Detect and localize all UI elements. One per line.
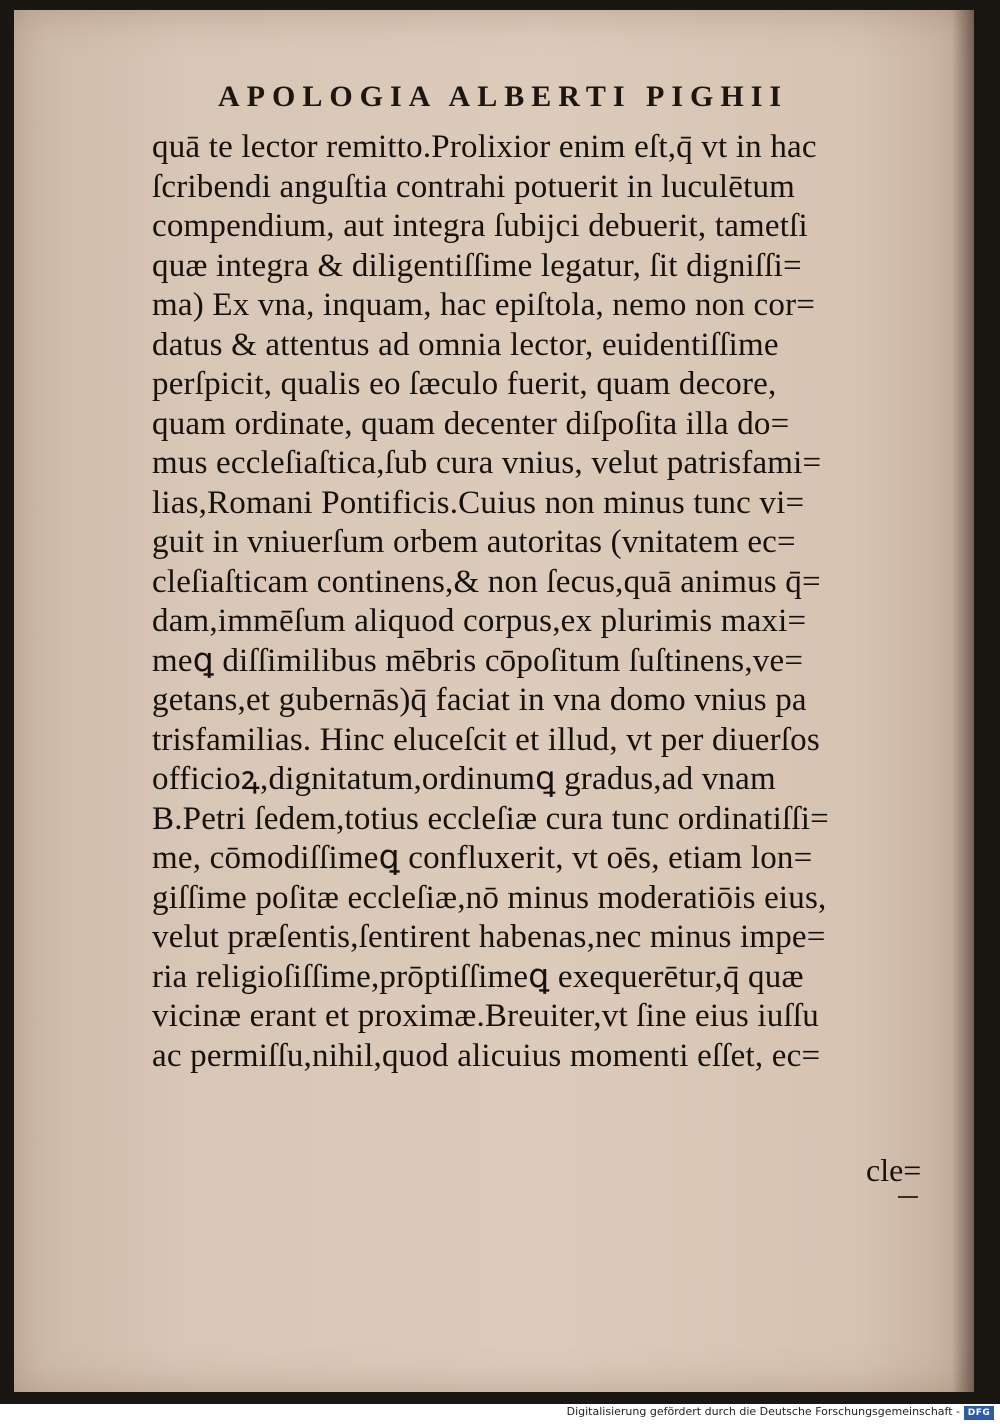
text-line: dam,immēſum aliquod corpus,ex plurimis maxi= xyxy=(152,603,807,639)
catchword-underline xyxy=(898,1196,918,1198)
text-line: ſcribendi anguſtia contrahi potuerit in luculētum xyxy=(152,168,796,205)
body-text xyxy=(152,128,932,1076)
text-line: me, cōmodiſſimeꝗ confluxerit, vt oēs, etiam lon= xyxy=(152,840,813,876)
text-line: datus & attentus ad omnia lector, euidentiſſime xyxy=(152,326,779,363)
text-line: quam ordinate, quam decenter diſpoſita illa do= xyxy=(152,405,790,442)
text-line: trisfamilias. Hinc eluceſcit et illud, vt per diuerſos xyxy=(152,721,820,758)
page-spine-shadow xyxy=(952,10,974,1392)
text-line: quā te lector remitto.Prolixior enim eſt,q̄ vt in hac xyxy=(152,129,817,165)
text-line: vicinæ erant et proximæ.Breuiter,vt ſine eius iuſſu xyxy=(152,998,819,1034)
funding-credit: Digitalisierung gefördert durch die Deutsche Forschungsgemeinschaft - xyxy=(566,1405,960,1418)
running-head: APOLOGIA ALBERTI PIGHII xyxy=(218,80,789,113)
text-line: lias,Romani Pontificis.Cuius non minus tunc vi= xyxy=(152,484,805,521)
text-line: ria religioſiſſime,prōptiſſimeꝗ exequerētur,q̄ quæ xyxy=(152,958,804,995)
text-line: ac permiſſu,nihil,quod alicuius momenti eſſet, ec= xyxy=(152,1037,821,1074)
text-line: meꝗ diſſimilibus mēbris cōpoſitum ſuſtinens,ve= xyxy=(152,642,804,679)
text-line: cleſiaſticam continens,& non ſecus,quā animus q̄= xyxy=(152,563,821,600)
text-line: quæ integra & diligentiſſime legatur, ſit digniſſi= xyxy=(152,247,802,284)
text-line: velut præſentis,ſentirent habenas,nec minus impe= xyxy=(152,919,826,955)
text-line: guit in vniuerſum orbem autoritas (vnitatem ec= xyxy=(152,524,796,560)
text-line: compendium, aut integra ſubijci debuerit, tametſi xyxy=(152,208,808,244)
text-line: officioꝝ,dignitatum,ordinumꝗ gradus,ad vnam xyxy=(152,761,776,797)
text-line: giſſime poſitæ eccleſiæ,nō minus moderatiōis eius, xyxy=(152,879,827,916)
catchword: cle= xyxy=(866,1152,922,1188)
text-line: ma) Ex vna, inquam, hac epiſtola, nemo non cor= xyxy=(152,287,816,323)
text-line: perſpicit, qualis eo ſæculo fuerit, quam decore, xyxy=(152,366,777,402)
dfg-logo-icon: DFG xyxy=(964,1406,994,1420)
text-line: getans,et gubernās)q̄ faciat in vna domo vnius pa xyxy=(152,682,807,718)
text-line: mus eccleſiaſtica,ſub cura vnius, velut patrisfami= xyxy=(152,445,822,481)
text-line: B.Petri ſedem,totius eccleſiæ cura tunc ordinatiſſi= xyxy=(152,800,829,837)
